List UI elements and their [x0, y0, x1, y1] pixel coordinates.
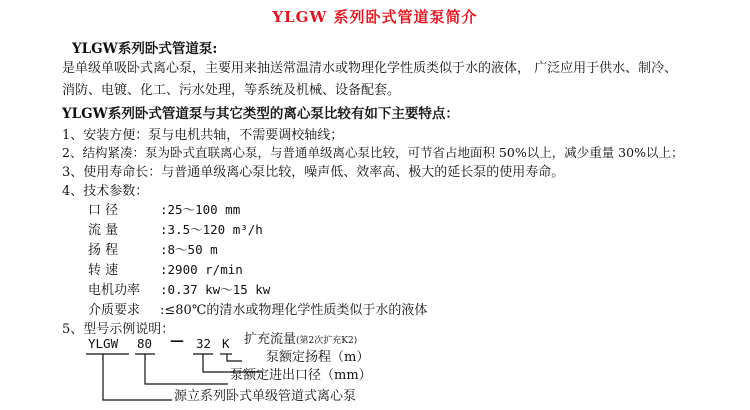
- model-desc-head: 泵额定扬程（m）: [266, 350, 370, 365]
- model-head-code: 32: [196, 336, 212, 351]
- model-desc-suffix: [244, 328, 357, 347]
- param-value: :0.37 kw～15 kw: [160, 282, 271, 297]
- diameter-leader: [145, 354, 228, 384]
- page-title: YLGW 系列卧式管道泵简介: [272, 8, 478, 26]
- suffix-desc-note: (第2次扩充K2): [296, 336, 358, 346]
- model-suffix-code: K: [222, 336, 230, 351]
- model-series-code: YLGW: [88, 336, 119, 351]
- param-value: :2900 r/min: [160, 262, 243, 277]
- model-heading: 5、型号示例说明：: [62, 322, 175, 337]
- model-desc-series: 源立系列卧式单级管道式离心泵: [174, 389, 357, 404]
- suffix-desc-label: 扩充流量: [244, 332, 297, 347]
- feature-3: 3、使用寿命长：与普通单级离心泵比较，噪声低、效率高、极大的延长泵的使用寿命。: [62, 165, 565, 180]
- features-heading: YLGW系列卧式管道泵与其它类型的离心泵比较有如下主要特点：: [62, 106, 459, 122]
- param-name: 流 量: [88, 223, 119, 238]
- model-diameter-code: 80: [137, 336, 153, 351]
- param-value: :25～100 mm: [160, 202, 241, 217]
- suffix-leader: [227, 354, 242, 361]
- series-leader: [103, 354, 172, 400]
- intro-line-1: 是单级单吸卧式离心泵，主要用来抽送常温清水或物理化学性质类似于水的液体， 广泛应用于供水、制冷、: [62, 61, 678, 76]
- model-desc-diameter: 泵额定进出口径（mm）: [230, 368, 372, 383]
- model-dash: —: [170, 333, 184, 349]
- param-name: 转 速: [88, 263, 119, 278]
- intro-heading: YLGW系列卧式管道泵:: [72, 41, 218, 57]
- param-value: :≤80℃的清水或物理化学性质类似于水的液体: [160, 303, 428, 318]
- param-value: :8～50 m: [160, 242, 218, 257]
- param-name: 口 径: [88, 203, 119, 218]
- param-value: :3.5～120 m³/h: [160, 222, 263, 237]
- feature-1: 1、安装方便：泵与电机共轴，不需要调校轴线；: [62, 128, 344, 143]
- intro-line-2: 消防、电镀、化工、污水处理，等系统及机械、设备配套。: [62, 83, 401, 98]
- param-name: 电机功率: [88, 283, 141, 298]
- param-name: 扬 程: [88, 243, 119, 258]
- feature-2: 2、结构紧凑：泵为卧式直联离心泵，与普通单级离心泵比较，可节省占地面积 50%以上，减少重量 30%以上；: [62, 145, 684, 160]
- feature-4: 4、技术参数：: [62, 184, 149, 199]
- param-name: 介质要求: [88, 303, 141, 318]
